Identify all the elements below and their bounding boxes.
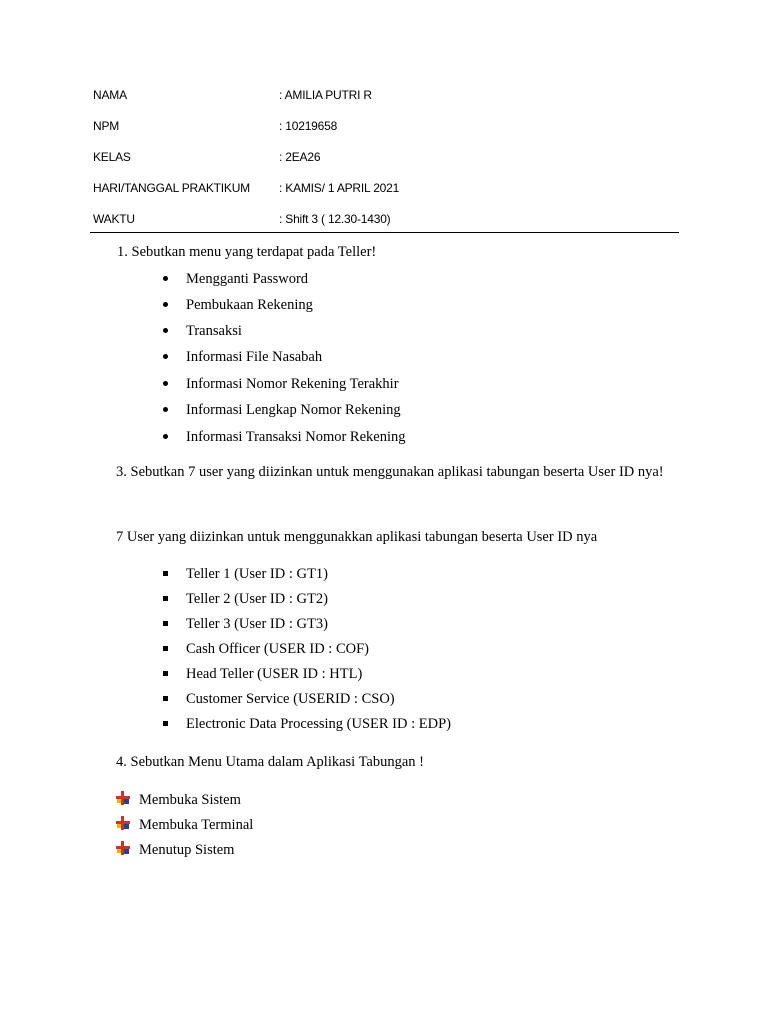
header-divider xyxy=(90,232,679,233)
list-item: Transaksi xyxy=(186,323,242,339)
list-item: Teller 3 (User ID : GT3) xyxy=(186,616,328,632)
list-item: Teller 1 (User ID : GT1) xyxy=(186,566,328,582)
bullet-dot-icon xyxy=(163,276,168,281)
list-item: Informasi File Nasabah xyxy=(186,349,323,365)
bullet-square-icon xyxy=(163,596,168,601)
cross-arrow-bullet-icon xyxy=(115,815,131,831)
bullet-dot-icon xyxy=(163,407,168,412)
list-item: Informasi Nomor Rekening Terakhir xyxy=(186,376,399,392)
bullet-dot-icon xyxy=(163,381,168,386)
list-item: Mengganti Password xyxy=(186,271,309,287)
list-item: Menutup Sistem xyxy=(139,842,235,858)
info-label: NAMA xyxy=(93,88,127,102)
bullet-square-icon xyxy=(163,571,168,576)
list-item: Pembukaan Rekening xyxy=(186,297,313,313)
list-item: Informasi Lengkap Nomor Rekening xyxy=(186,402,401,418)
list-item: Informasi Transaksi Nomor Rekening xyxy=(186,429,406,445)
info-label: KELAS xyxy=(93,150,131,164)
list-item: Head Teller (USER ID : HTL) xyxy=(186,666,363,682)
question-3: 3. Sebutkan 7 user yang diizinkan untuk menggunakan aplikasi tabungan beserta User ID nya! xyxy=(116,464,664,480)
list-item: Customer Service (USERID : CSO) xyxy=(186,691,395,707)
info-label: NPM xyxy=(93,119,120,133)
list-item: Electronic Data Processing (USER ID : EDP) xyxy=(186,716,451,732)
bullet-dot-icon xyxy=(163,328,168,333)
list-item: Cash Officer (USER ID : COF) xyxy=(186,641,369,657)
list-item: Membuka Terminal xyxy=(139,817,254,833)
bullet-square-icon xyxy=(163,621,168,626)
cross-arrow-bullet-icon xyxy=(115,790,131,806)
info-value: : 2EA26 xyxy=(279,150,321,164)
bullet-square-icon xyxy=(163,721,168,726)
info-value: : 10219658 xyxy=(279,119,338,133)
info-label: WAKTU xyxy=(93,212,135,226)
bullet-square-icon xyxy=(163,671,168,676)
info-label: HARI/TANGGAL PRAKTIKUM xyxy=(93,181,250,195)
question-4: 4. Sebutkan Menu Utama dalam Aplikasi Tabungan ! xyxy=(116,754,424,770)
info-value: : Shift 3 ( 12.30-1430) xyxy=(279,212,391,226)
bullet-dot-icon xyxy=(163,302,168,307)
list-item: Teller 2 (User ID : GT2) xyxy=(186,591,328,607)
list-item: Membuka Sistem xyxy=(139,792,241,808)
question-1: 1. Sebutkan menu yang terdapat pada Teller! xyxy=(117,244,377,260)
bullet-square-icon xyxy=(163,646,168,651)
info-value: : KAMIS/ 1 APRIL 2021 xyxy=(279,181,400,195)
cross-arrow-bullet-icon xyxy=(115,840,131,856)
bullet-dot-icon xyxy=(163,354,168,359)
bullet-dot-icon xyxy=(163,434,168,439)
answer-3-intro: 7 User yang diizinkan untuk menggunakkan aplikasi tabungan beserta User ID nya xyxy=(116,529,598,545)
info-value: : AMILIA PUTRI R xyxy=(279,88,372,102)
bullet-square-icon xyxy=(163,696,168,701)
